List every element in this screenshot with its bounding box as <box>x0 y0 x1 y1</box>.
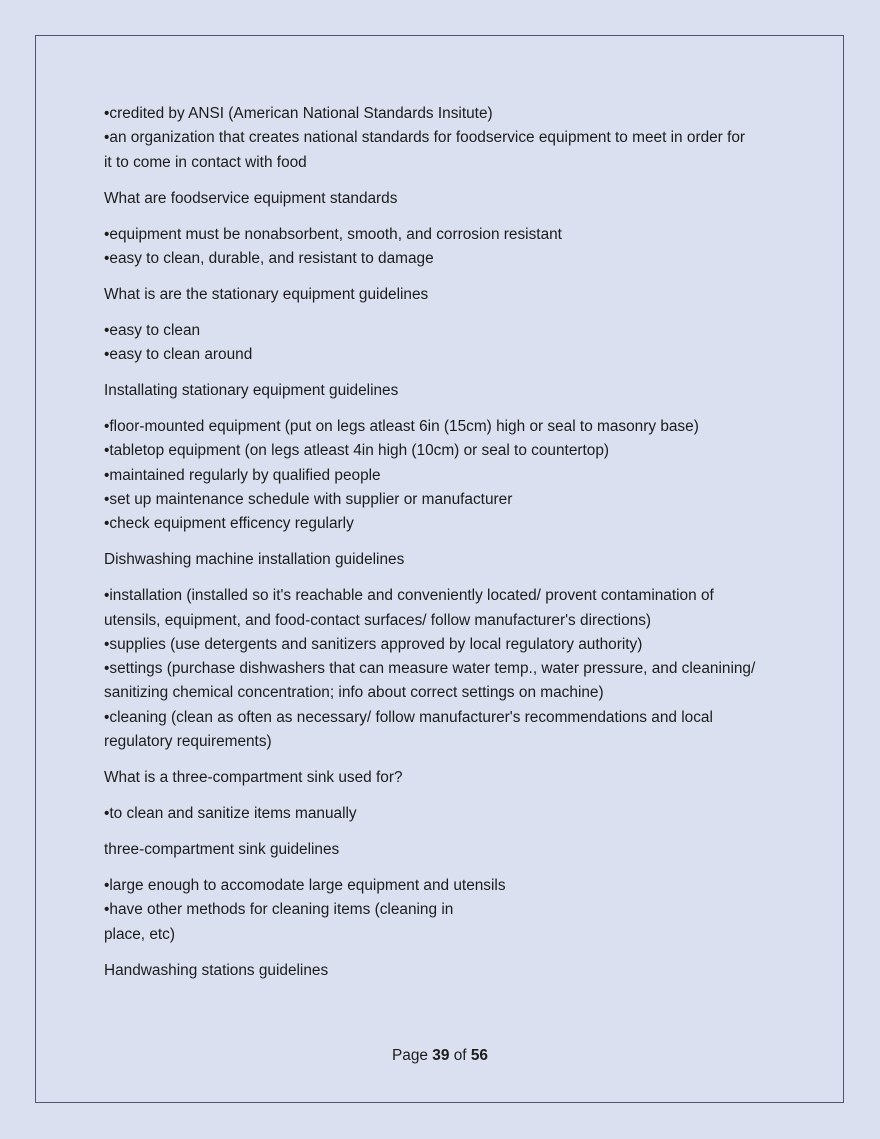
question-heading <box>104 187 794 211</box>
text-line: •settings (purchase dishwashers that can measure water temp., water pressure, and cleanining/ <box>104 660 756 678</box>
answer-list <box>104 319 794 368</box>
page-word: Page <box>392 1047 428 1064</box>
answer-list <box>104 223 794 272</box>
text-line: •cleaning (clean as often as necessary/ follow manufacturer's recommendations and local <box>104 708 713 726</box>
question-heading <box>104 959 794 983</box>
paragraph-ansi-credits <box>104 102 794 175</box>
text-line: •easy to clean around <box>104 346 253 364</box>
text-line: it to come in contact with food <box>104 153 307 171</box>
question-heading <box>104 379 794 403</box>
text-line: •check equipment efficency regularly <box>104 515 354 533</box>
answer-list <box>104 874 794 947</box>
question-heading <box>104 766 794 790</box>
document-body <box>104 102 794 995</box>
text-line: •easy to clean, durable, and resistant to damage <box>104 249 434 267</box>
text-line: •set up maintenance schedule with supplier or manufacturer <box>104 490 513 508</box>
text-line: Dishwashing machine installation guidelines <box>104 551 405 569</box>
answer-list <box>104 584 794 754</box>
current-page-number: 39 <box>432 1047 450 1064</box>
text-line: Installating stationary equipment guidelines <box>104 382 399 400</box>
text-line: •to clean and sanitize items manually <box>104 805 357 822</box>
text-line: What are foodservice equipment standards <box>104 189 398 207</box>
text-line: •credited by ANSI (American National Standards Insitute) <box>104 105 493 122</box>
text-line: •large enough to accomodate large equipment and utensils <box>104 876 506 894</box>
question-heading <box>104 548 794 572</box>
text-line: •easy to clean <box>104 321 201 339</box>
text-line: sanitizing chemical concentration; info about correct settings on machine) <box>104 684 604 702</box>
text-line: •have other methods for cleaning items (cleaning in <box>104 901 454 919</box>
text-line: •an organization that creates national standards for foodservice equipment to meet in order for <box>104 129 746 147</box>
text-line: •installation (installed so it's reachable and conveniently located/ provent contamination of <box>104 587 714 605</box>
text-line: •supplies (use detergents and sanitizers approved by local regulatory authority) <box>104 635 643 653</box>
total-pages-number: 56 <box>470 1047 488 1064</box>
text-line: •floor-mounted equipment (put on legs atleast 6in (15cm) high or seal to masonry base) <box>104 418 699 436</box>
text-line: place, etc) <box>104 925 176 943</box>
page-footer <box>0 1045 880 1067</box>
question-heading <box>104 838 794 862</box>
text-line: What is a three-compartment sink used for? <box>104 769 403 787</box>
text-line: three-compartment sink guidelines <box>104 840 340 858</box>
text-line: •tabletop equipment (on legs atleast 4in high (10cm) or seal to countertop) <box>104 442 610 460</box>
text-line: What is are the stationary equipment guidelines <box>104 285 429 303</box>
text-line: utensils, equipment, and food-contact surfaces/ follow manufacturer's directions) <box>104 611 652 629</box>
text-line: regulatory requirements) <box>104 733 272 751</box>
answer-list <box>104 415 794 536</box>
text-line: Handwashing stations guidelines <box>104 961 329 979</box>
question-heading <box>104 283 794 307</box>
text-line: •maintained regularly by qualified people <box>104 466 381 484</box>
of-word: of <box>453 1047 467 1064</box>
text-line: •equipment must be nonabsorbent, smooth, and corrosion resistant <box>104 225 562 243</box>
answer-list <box>104 802 794 826</box>
